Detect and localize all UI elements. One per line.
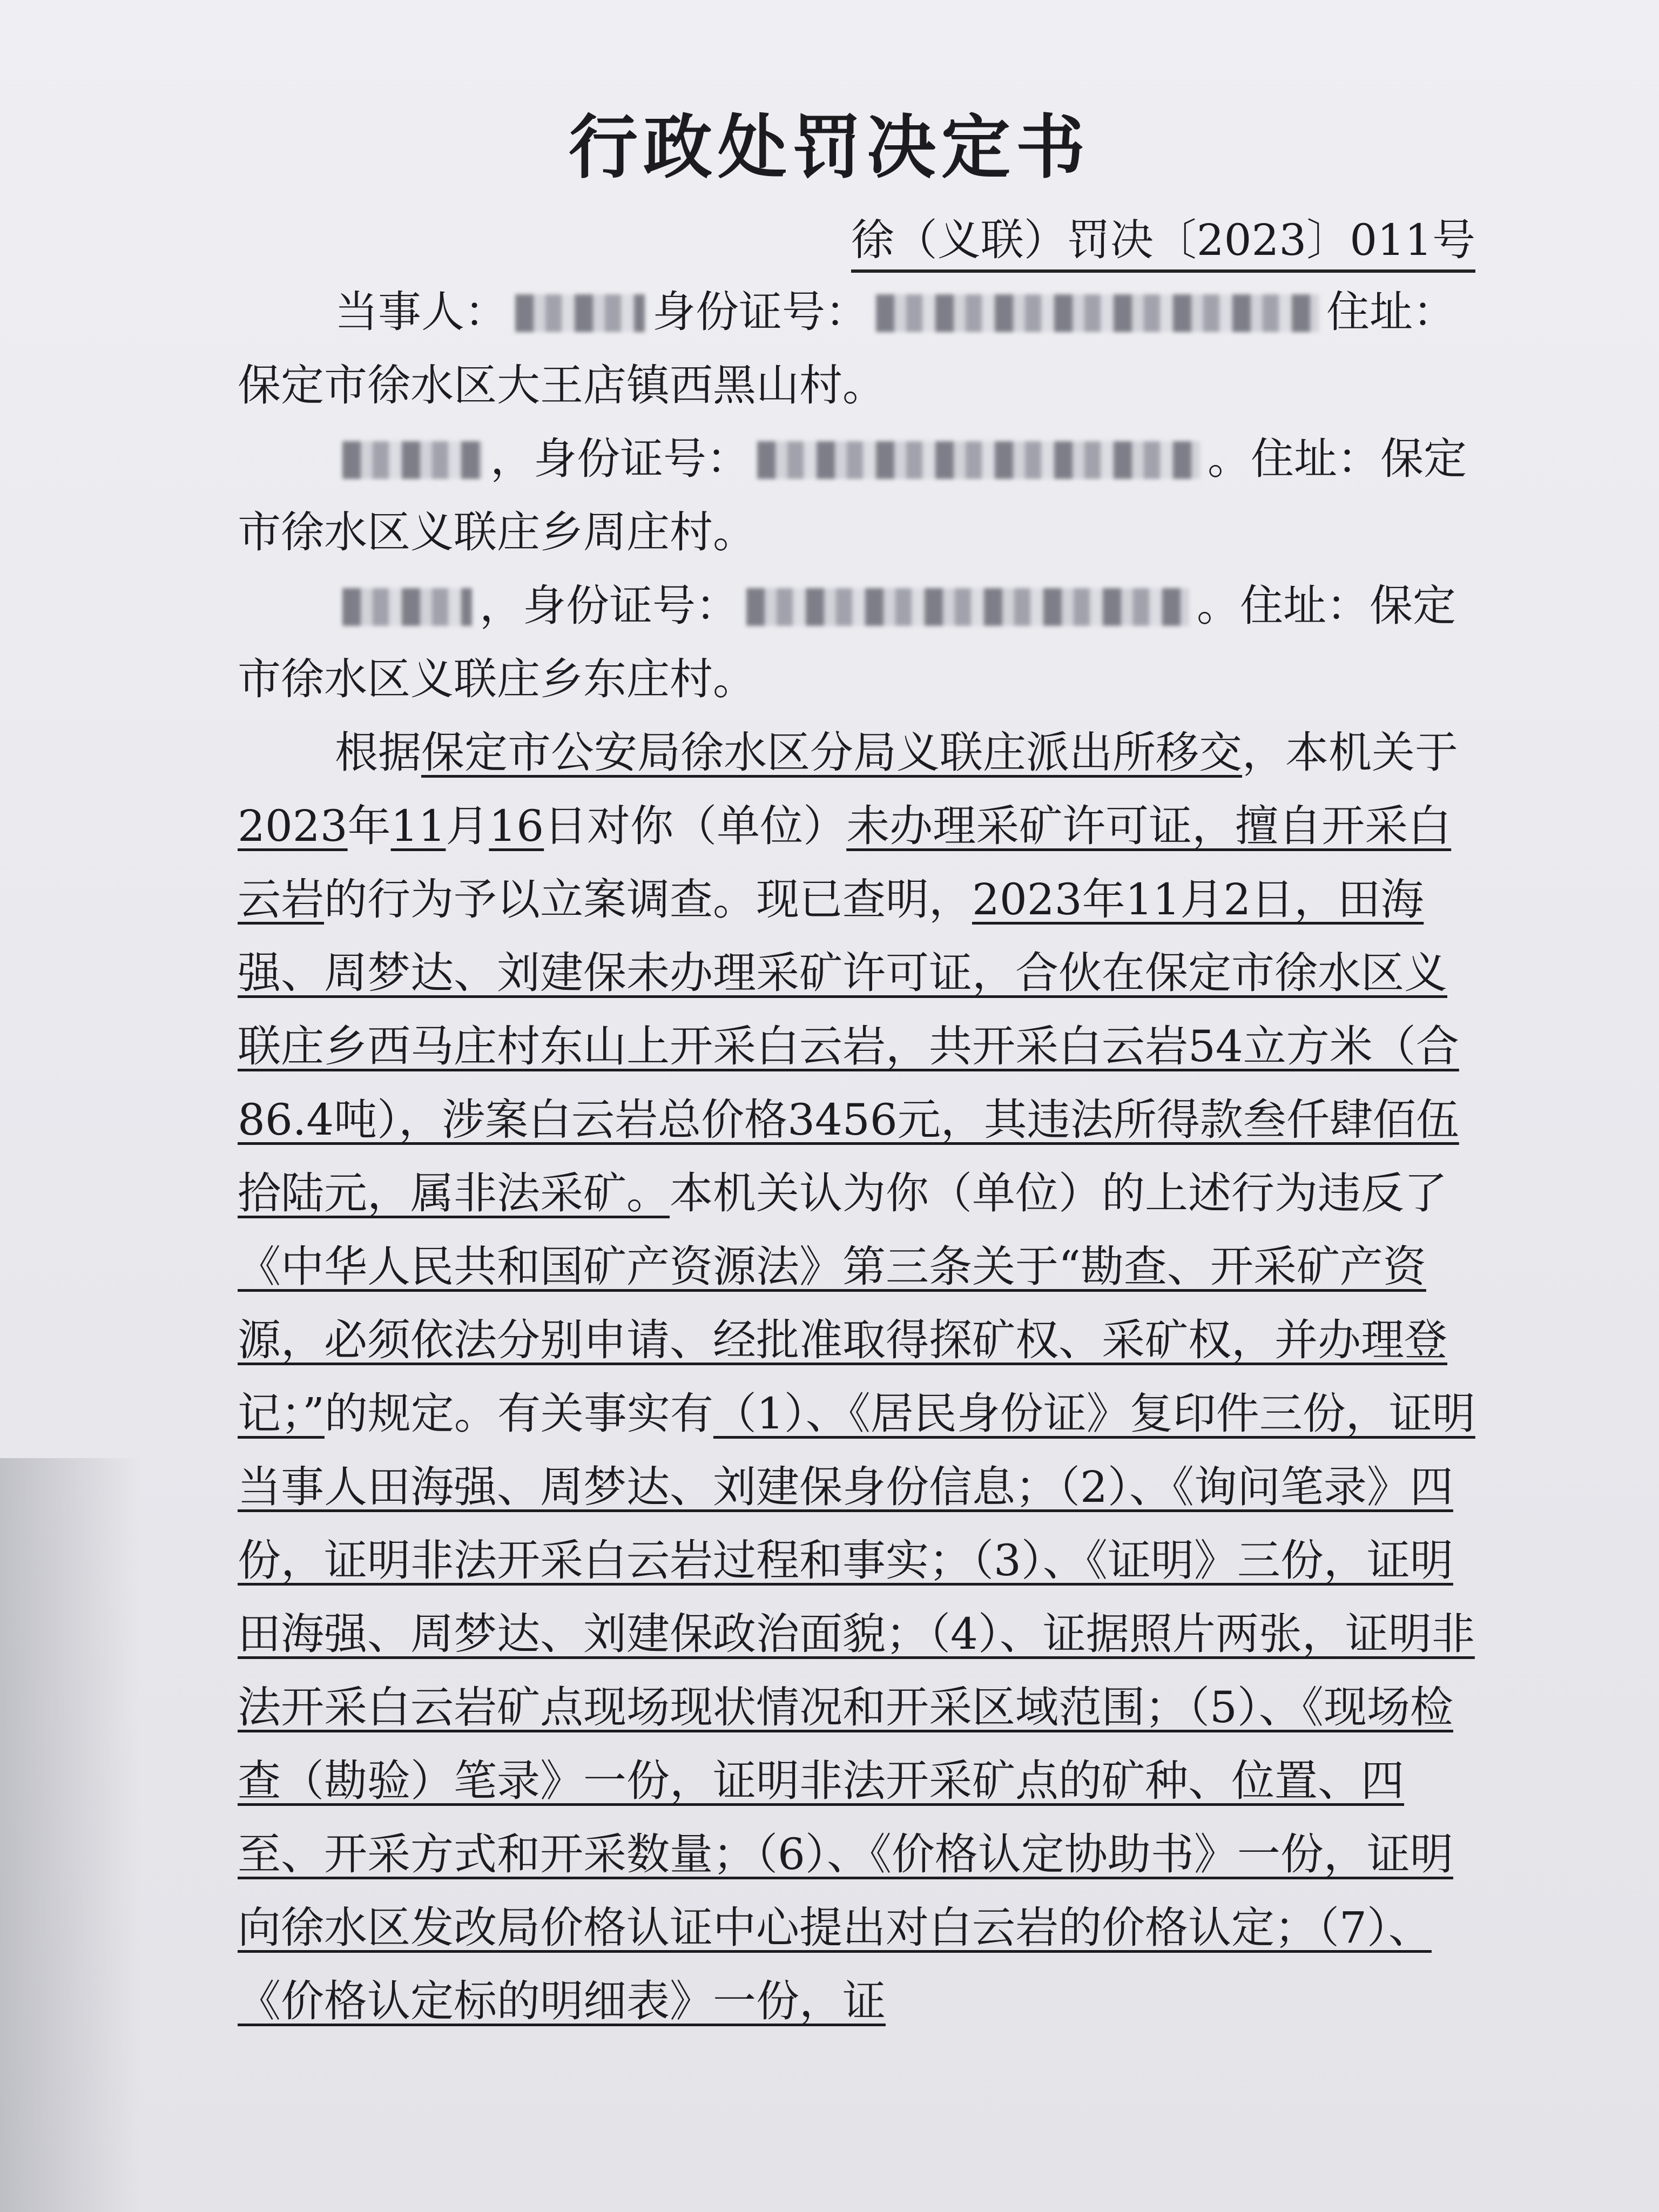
party-3-address-label: 。住址： <box>1197 581 1370 631</box>
body-text: ，本机关于 <box>1242 727 1458 778</box>
party-2-address: 保定市徐水区义联庄乡周庄村。 <box>238 434 1467 557</box>
body-text: 本机关认为你（单位）的上述行为违反了 <box>670 1168 1447 1218</box>
redacted-id-number <box>746 588 1189 626</box>
party-2 <box>238 422 1480 569</box>
body-text: 月 <box>446 801 489 851</box>
body-text: 的行为予以立案调查。现已查明， <box>324 874 972 925</box>
body-text: 年 <box>347 801 391 851</box>
findings: 2023年11月2日，田海强、周梦达、刘建保未办理采矿许可证，合伙在保定市徐水区义联庄乡西马庄村东山上开采白云岩，共开采白云岩54立方米（合86.4吨），涉案白云岩总价格3456元，其违法所得款叁仟肆佰伍拾陆元，属非法采矿。 <box>238 874 1459 1218</box>
redacted-id-number <box>876 294 1319 332</box>
body-text: 日对你（单位） <box>544 801 847 851</box>
redacted-name <box>342 588 472 626</box>
document-title: 行政处罚决定书 <box>568 107 1090 188</box>
party-3 <box>238 569 1480 716</box>
body-text: 的规定。有关事实有 <box>324 1388 713 1439</box>
filing-month: 11 <box>390 801 446 851</box>
party-2-address-label: 。住址： <box>1208 434 1380 484</box>
party-3-id-label: ，身份证号： <box>480 581 739 631</box>
transferring-agency: 保定市公安局徐水区分局义联庄派出所移交 <box>421 727 1242 778</box>
party-1 <box>238 275 1480 422</box>
party-1-address-label: 住址： <box>1326 287 1456 337</box>
party-1-label: 当事人： <box>335 287 508 337</box>
evidence-list: （1）、《居民身份证》复印件三份，证明当事人田海强、周梦达、刘建保身份信息；（2）、《询问笔录》四份，证明非法开采白云岩过程和事实；（3）、《证明》三份，证明田海强、周梦达、刘建保政治面貌；（4）、证据照片两张，证明非法开采白云岩矿点现场现状情况和开采区域范围；（5）、《现场检查（勘验）笔录》一份，证明非法开采矿点的矿种、位置、四至、开采方式和开采数量；（6）、《价格认定协助书》一份，证明向徐水区发改局价格认证中心提出对白云岩的价格认定；（7）、《价格认定标的明细表》一份，证 <box>238 1388 1475 2026</box>
filing-year: 2023 <box>238 801 348 851</box>
violation-summary: 未办理采矿许可证，擅自开采白云岩 <box>238 801 1452 925</box>
redacted-id-number <box>757 441 1200 479</box>
legal-basis: 《中华人民共和国矿产资源法》第三条关于“勘查、开采矿产资源，必须依法分别申请、经批准取得探矿权、采矿权，并办理登记；” <box>238 1242 1447 1439</box>
document-body <box>238 275 1480 2038</box>
decision-body <box>238 716 1480 2038</box>
body-text: 根据 <box>335 727 421 778</box>
document-number: 徐（义联）罚决〔2023〕011号 <box>851 205 1475 273</box>
party-1-address: 保定市徐水区大王店镇西黑山村。 <box>238 360 886 410</box>
party-3-address: 保定市徐水区义联庄乡东庄村。 <box>238 581 1456 704</box>
redacted-name <box>515 294 645 332</box>
party-2-id-label: ，身份证号： <box>490 434 750 484</box>
redacted-name <box>342 441 483 479</box>
party-1-id-label: 身份证号： <box>652 287 868 337</box>
page-shadow <box>0 1458 140 2212</box>
filing-day: 16 <box>489 801 544 851</box>
